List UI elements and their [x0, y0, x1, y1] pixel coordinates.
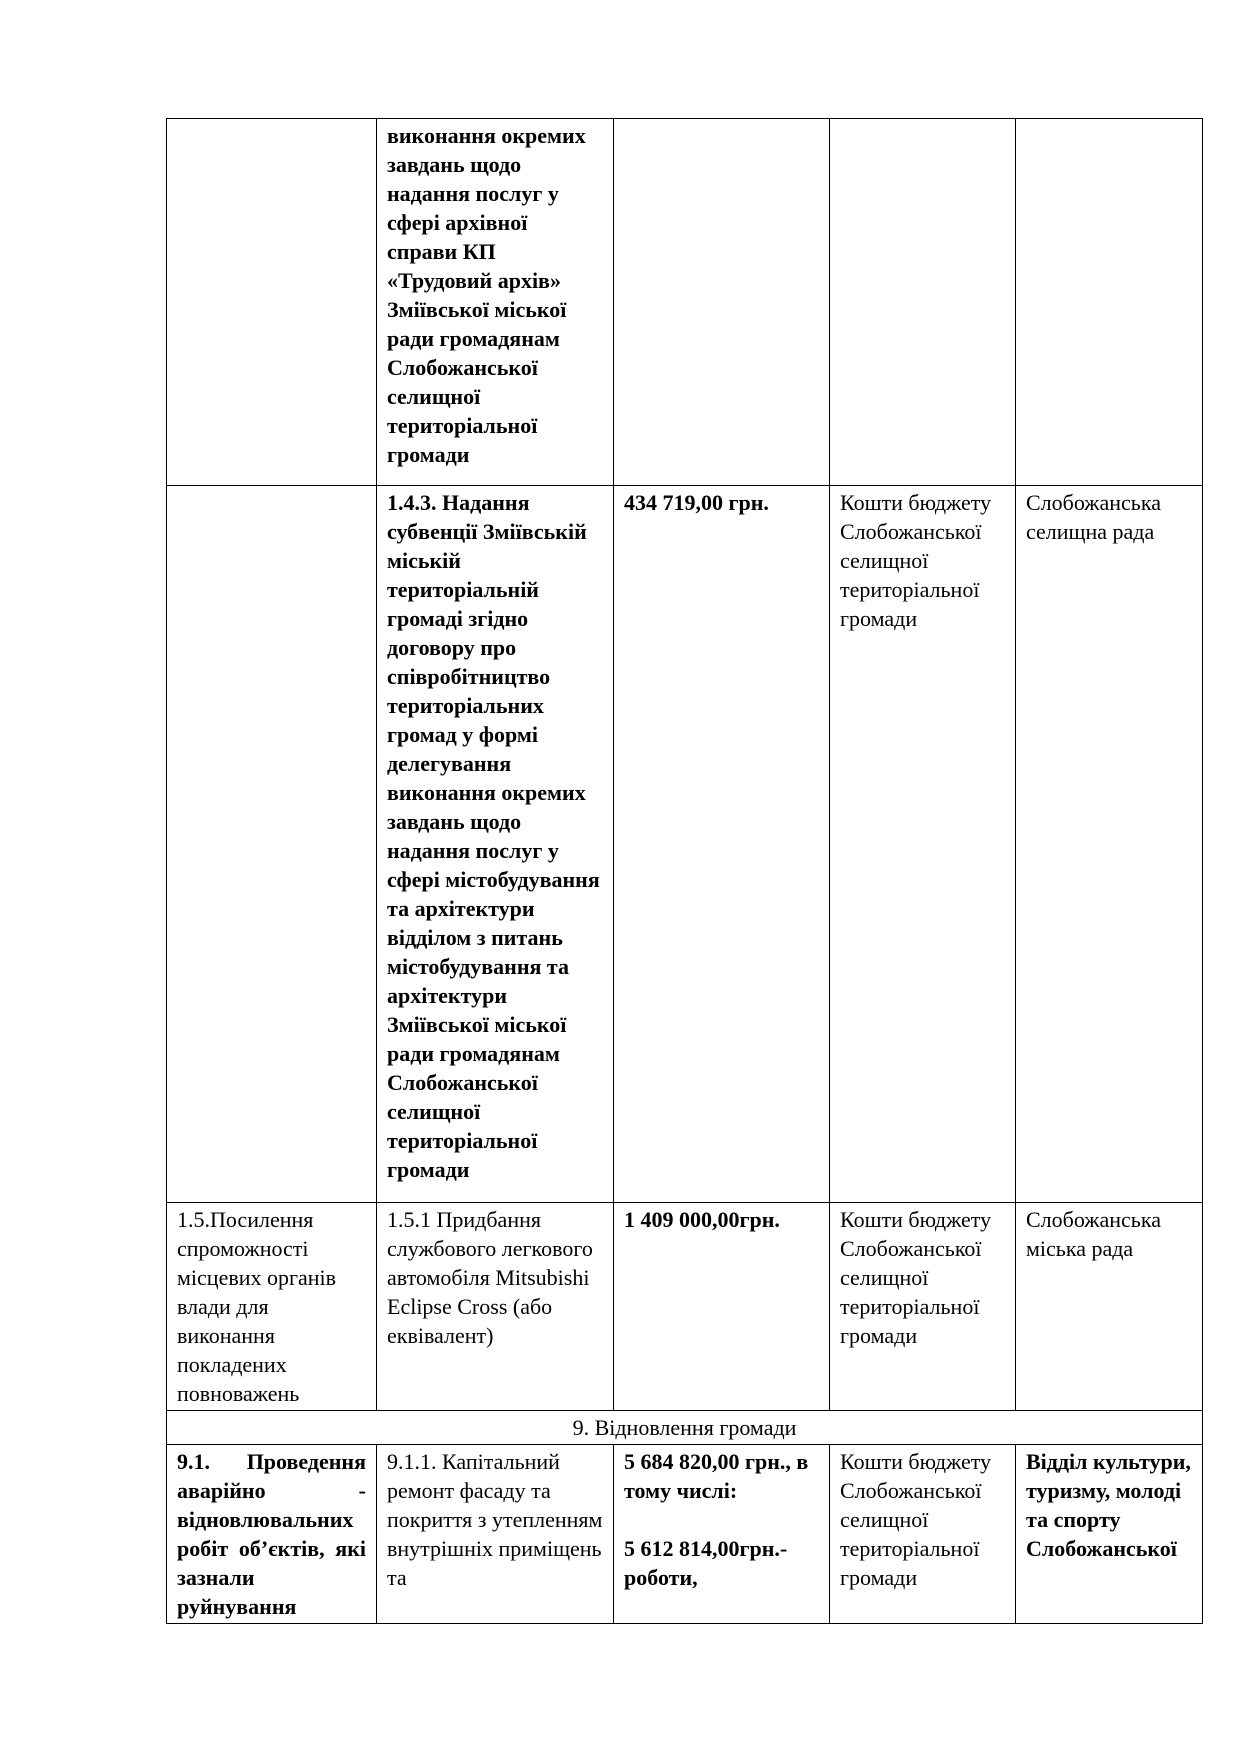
program-measures-table [166, 118, 1203, 1624]
amount-cell [614, 1445, 830, 1624]
table-row [167, 486, 1203, 1203]
measure-cell: 1.5.1 Придбання службового легкового автомобіля Mitsubishi Eclipse Cross (або еквівалент) [377, 1203, 614, 1411]
funding-source-cell [830, 119, 1016, 486]
amount-cell [614, 119, 830, 486]
measure-cell: 1.4.3. Надання субвенції Зміївській міській територіальній громаді згідно договору про співробітництво територіальних громад у формі делегування виконання окремих завдань щодо надання послуг у сфері містобудування та архітектури відділом з питань містобудування та архітектури Зміївської міської ради громадянам Слобожанської селищної територіальної громади [377, 486, 614, 1203]
amount-cell: 434 719,00 грн. [614, 486, 830, 1203]
amount-works: 5 612 814,00грн.- роботи, [624, 1536, 788, 1590]
executor-cell: Слобожанська селищна рада [1016, 486, 1203, 1203]
task-cell [167, 486, 377, 1203]
executor-cell [1016, 119, 1203, 486]
table-row [167, 1445, 1203, 1624]
measure-cell: 9.1.1. Капітальний ремонт фасаду та покриття з утепленням внутрішніх приміщень та [377, 1445, 614, 1624]
section-header-row [167, 1411, 1203, 1445]
funding-source-cell: Кошти бюджету Слобожанської селищної територіальної громади [830, 1445, 1016, 1624]
amount-total: 5 684 820,00 грн., в тому числі: [624, 1449, 809, 1503]
task-cell: 1.5.Посилення спроможності місцевих органів влади для виконання покладених повноважень [167, 1203, 377, 1411]
executor-cell: Слобожанська міська рада [1016, 1203, 1203, 1411]
section-title: 9. Відновлення громади [167, 1411, 1203, 1445]
funding-source-cell: Кошти бюджету Слобожанської селищної територіальної громади [830, 486, 1016, 1203]
measure-cell: виконання окремих завдань щодо надання послуг у сфері архівної справи КП «Трудовий архів» Зміївської міської ради громадянам Слобожанської селищної територіальної громади [377, 119, 614, 486]
table-row [167, 119, 1203, 486]
table-row [167, 1203, 1203, 1411]
task-cell [167, 119, 377, 486]
funding-source-cell: Кошти бюджету Слобожанської селищної територіальної громади [830, 1203, 1016, 1411]
executor-cell: Відділ культури, туризму, молоді та спорту Слобожанської [1016, 1445, 1203, 1624]
amount-cell: 1 409 000,00грн. [614, 1203, 830, 1411]
task-cell: 9.1. Проведення аварійно - відновлювальних робіт об’єктів, які зазнали руйнування [167, 1445, 377, 1624]
